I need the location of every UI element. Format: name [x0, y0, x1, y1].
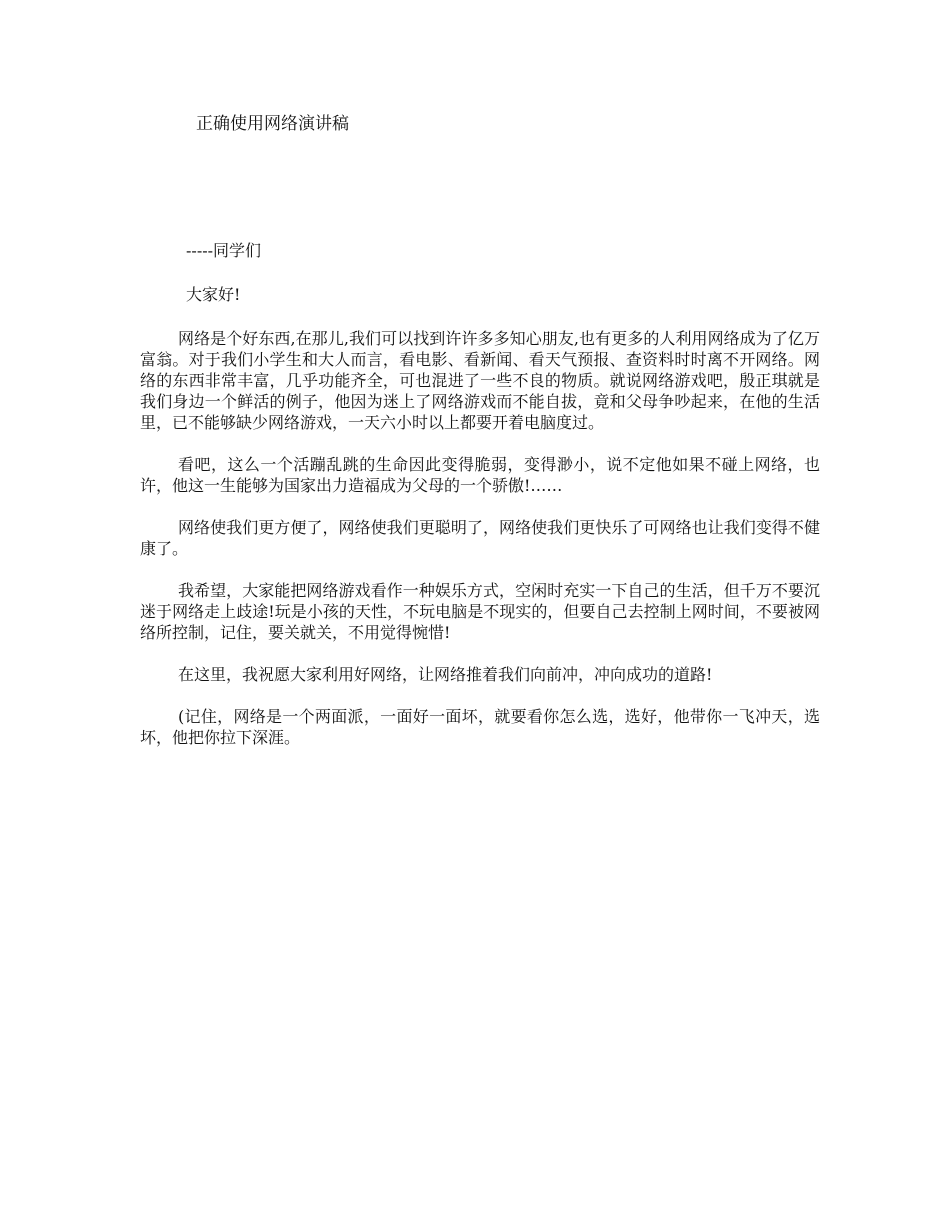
paragraph-1: 网络是个好东西,在那儿,我们可以找到许许多多知心朋友,也有更多的人利用网络成为了亿万富翁。对于我们小学生和大人而言，看电影、看新闻、看天气预报、查资料时时离不开网络。网络的东西非常丰富，几乎功能齐全，可也混进了一些不良的物质。就说网络游戏吧，殷正琪就是我们身边一个鲜活的例子，他因为迷上了网络游戏而不能自拔，竟和父母争吵起来，在他的生活里，已不能够缺少网络游戏，一天六小时以上都要开着电脑度过。 [140, 329, 820, 432]
paragraph-3: 网络使我们更方便了，网络使我们更聪明了，网络使我们更快乐了可网络也让我们变得不健康了。 [140, 518, 820, 558]
document-title: 正确使用网络演讲稿 [196, 114, 349, 134]
salutation-greeting: 大家好! [186, 285, 241, 304]
paragraph-6: (记住，网络是一个两面派，一面好一面坏，就要看你怎么选，选好，他带你一飞冲天，选坏，他把你拉下深涯。 [140, 707, 820, 747]
paragraph-4: 我希望，大家能把网络游戏看作一种娱乐方式，空闲时充实一下自己的生活，但千万不要沉迷于网络走上歧途!玩是小孩的天性，不玩电脑是不现实的，但要自己去控制上网时间，不要被网络所控制，记住，要关就关，不用觉得惋惜! [140, 581, 820, 642]
paragraph-5: 在这里，我祝愿大家利用好网络，让网络推着我们向前冲，冲向成功的道路! [178, 665, 713, 684]
salutation-classmates: -----同学们 [186, 241, 262, 260]
paragraph-2: 看吧，这么一个活蹦乱跳的生命因此变得脆弱，变得渺小，说不定他如果不碰上网络，也许，他这一生能够为国家出力造福成为父母的一个骄傲!…… [140, 455, 820, 495]
document-body [140, 240, 820, 769]
